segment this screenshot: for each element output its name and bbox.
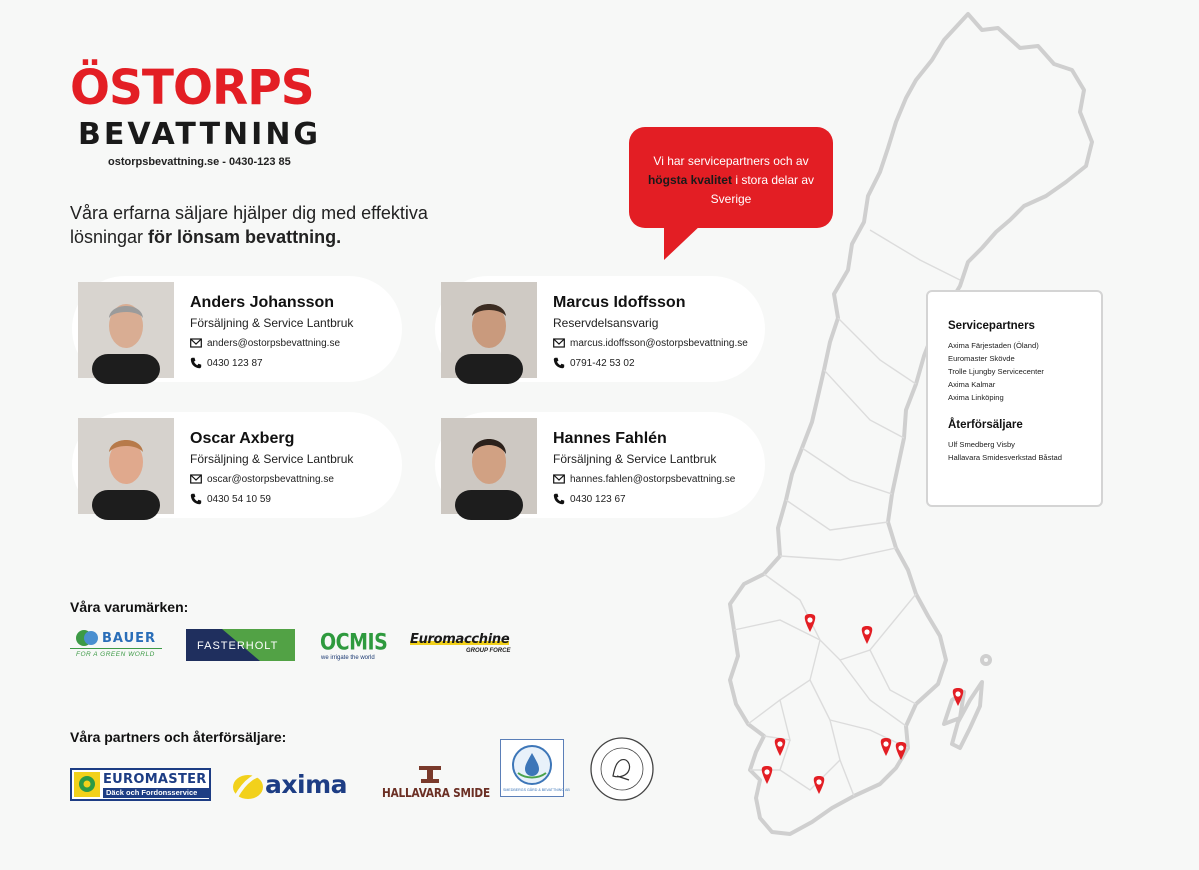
euromaster-logo-text: EUROMASTER [103, 772, 207, 787]
avatar [441, 418, 537, 514]
smedbergs-logo [500, 739, 570, 797]
contact-phone[interactable] [553, 357, 635, 369]
contact-phone-text[interactable]: 0791-42 53 02 [570, 357, 635, 369]
euromacchine-tagline: GROUP FORCE [466, 648, 511, 654]
axima-swoosh-icon [232, 771, 266, 801]
contact-name: Hannes Fahlén [553, 430, 667, 447]
contact-card [435, 412, 765, 518]
euromacchine-logo-text: Euromacchine [410, 632, 510, 647]
contact-email[interactable] [553, 473, 735, 485]
list-item: Axima Kalmar [948, 380, 996, 389]
ocmis-tagline: we irrigate the world [321, 655, 375, 661]
euromacchine-logo [410, 632, 520, 660]
envelope-icon [190, 337, 202, 349]
map-pin-icon [862, 626, 873, 644]
servicepartners-title: Servicepartners [948, 320, 1035, 332]
brand-contact[interactable]: ostorpsbevattning.se - 0430-123 85 [108, 156, 291, 168]
contact-phone[interactable] [190, 357, 263, 369]
contact-email[interactable] [190, 337, 340, 349]
speech-bubble [629, 127, 833, 228]
phone-icon [553, 493, 565, 505]
intro-plain: Våra erfarna säljare hjälper dig med effektiva lösningar [70, 203, 428, 247]
contact-card [435, 276, 765, 382]
euromaster-tagline: Däck och Fordonsservice [106, 788, 198, 797]
avatar [78, 282, 174, 378]
resellers-list [948, 438, 1062, 464]
map-pin-icon [762, 766, 773, 784]
water-drop-icon [508, 743, 556, 787]
avatar [441, 282, 537, 378]
list-item: Axima Linköping [948, 393, 1004, 402]
phone-icon [190, 493, 202, 505]
ocmis-logo [320, 630, 388, 664]
map-pins [762, 614, 964, 794]
contact-role: Försäljning & Service Lantbruk [190, 316, 354, 330]
contact-card [72, 412, 402, 518]
bauer-logo-text: BAUER [102, 631, 157, 646]
bubble-text-bold: högsta kvalitet [647, 173, 732, 187]
contact-email-text[interactable]: anders@ostorpsbevattning.se [207, 337, 341, 349]
speech-bubble-text [639, 152, 823, 209]
contact-phone-text[interactable]: 0430 54 10 59 [207, 493, 271, 505]
avatar [78, 418, 174, 514]
euromaster-logo [70, 768, 211, 801]
map-pin-icon [881, 738, 892, 756]
list-item: Ulf Smedberg Visby [948, 440, 1015, 449]
map-pin-icon [775, 738, 786, 756]
contact-name: Oscar Axberg [190, 430, 295, 447]
bauer-tagline: FOR A GREEN WORLD [76, 651, 155, 658]
speech-bubble-tail [664, 224, 702, 260]
contact-email-text[interactable]: hannes.fahlen@ostorpsbevattning.se [570, 473, 736, 485]
contact-card [72, 276, 402, 382]
phone-icon [190, 357, 202, 369]
contact-email[interactable] [553, 337, 748, 349]
list-item: Hallavara Smidesverkstad Båstad [948, 453, 1062, 462]
partners-box [926, 290, 1103, 507]
envelope-icon [553, 337, 565, 349]
brand-name-bottom: BEVATTNING [78, 117, 322, 152]
fasterholt-logo-text: FASTERHOLT [197, 640, 279, 652]
contact-phone-text[interactable]: 0430 123 67 [570, 493, 626, 505]
hallavara-logo [382, 766, 490, 801]
trolle-ljungby-logo [589, 736, 655, 802]
contact-role: Försäljning & Service Lantbruk [190, 452, 354, 466]
hallavara-logo-text: HALLAVARA SMIDE [382, 786, 490, 801]
contact-email[interactable] [190, 473, 334, 485]
trolle-seal-icon [589, 736, 655, 802]
envelope-icon [553, 473, 565, 485]
contact-phone[interactable] [553, 493, 626, 505]
leaf-icon [76, 629, 98, 647]
intro-bold: för lönsam bevattning. [148, 227, 342, 247]
servicepartners-list [948, 339, 1044, 404]
smedbergs-logo-text: SMEDBERGS GÅRD & BEVATTNING AB [503, 788, 570, 792]
list-item: Axima Färjestaden (Öland) [948, 341, 1039, 350]
partners-section-title: Våra partners och återförsäljare: [70, 729, 287, 745]
anvil-icon [419, 766, 441, 784]
fasterholt-logo [186, 629, 295, 661]
map-pin-icon [805, 614, 816, 632]
phone-icon [553, 357, 565, 369]
contact-role: Reservdelsansvarig [553, 316, 659, 330]
bubble-text-end: i stora delar av Sverige [710, 173, 815, 206]
bauer-logo [70, 629, 162, 661]
contact-phone-text[interactable]: 0430 123 87 [207, 357, 263, 369]
axima-logo [232, 769, 364, 803]
resellers-title: Återförsäljare [948, 419, 1023, 431]
list-item: Euromaster Skövde [948, 354, 1015, 363]
envelope-icon [190, 473, 202, 485]
contact-phone[interactable] [190, 493, 271, 505]
intro-text [70, 201, 450, 249]
tire-icon [78, 775, 96, 793]
list-item: Trolle Ljungby Servicecenter [948, 367, 1044, 376]
brands-section-title: Våra varumärken: [70, 599, 189, 615]
bubble-text-start: Vi har servicepartners och av [653, 154, 809, 168]
contact-name: Anders Johansson [190, 294, 335, 311]
contact-name: Marcus Idoffsson [553, 294, 686, 311]
ocmis-logo-text: OCMIS [320, 630, 388, 656]
map-pin-icon [814, 776, 825, 794]
axima-logo-text: axima [265, 770, 347, 799]
contact-email-text[interactable]: oscar@ostorpsbevattning.se [207, 473, 334, 485]
contact-email-text[interactable]: marcus.idoffsson@ostorpsbevattning.se [570, 337, 748, 349]
contact-role: Försäljning & Service Lantbruk [553, 452, 717, 466]
brand-name-top: ÖSTORPS [70, 60, 314, 116]
